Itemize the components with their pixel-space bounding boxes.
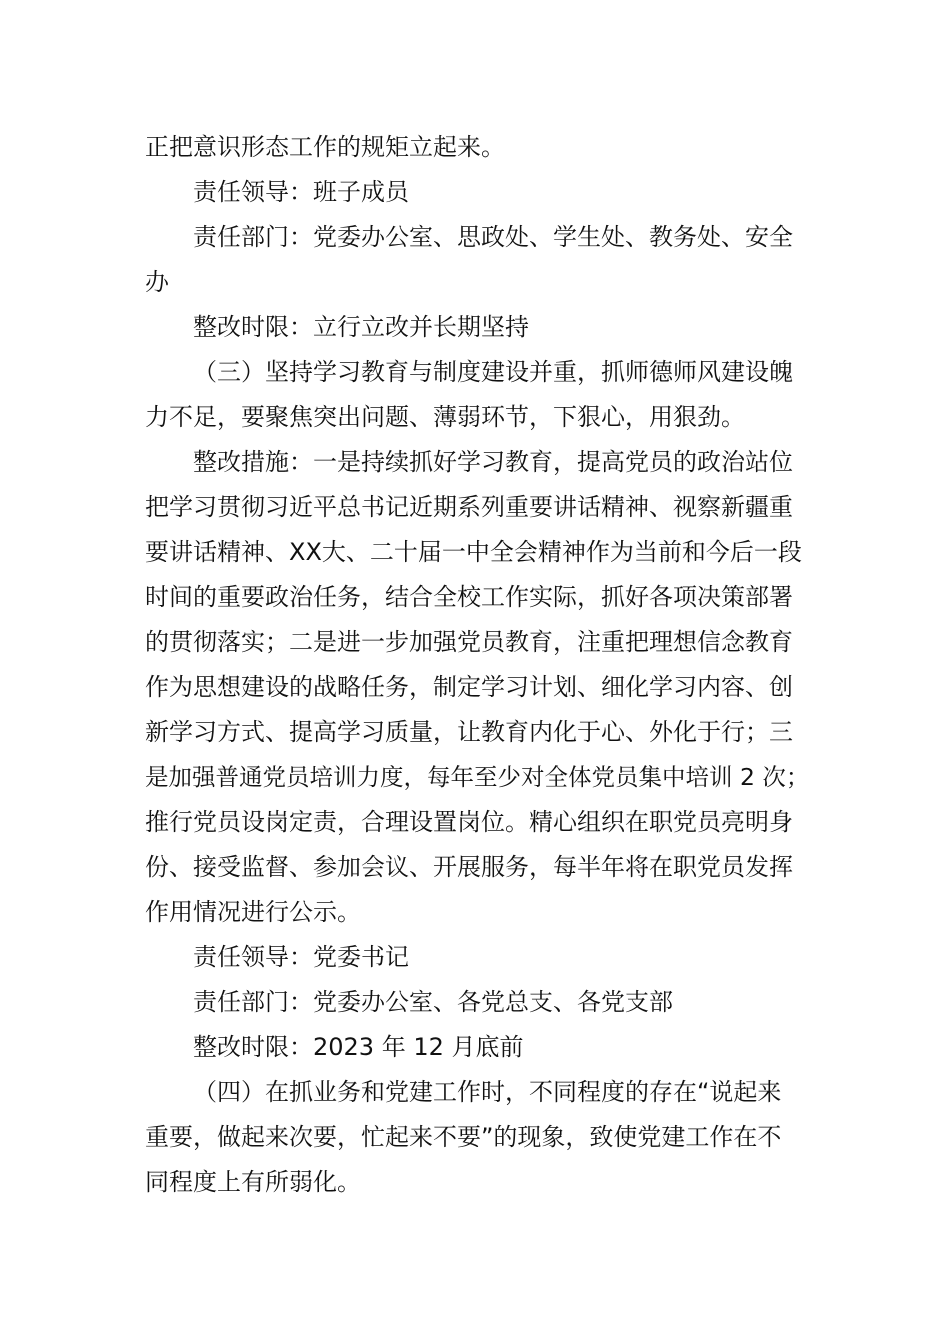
text-line: 正把意识形态工作的规矩立起来。 — [145, 133, 505, 161]
measures-line: 是加强普通党员培训力度，每年至少对全体党员集中培训 2 次； — [145, 763, 810, 791]
responsible-department-line: 责任部门：党委办公室、各党总支、各党支部 — [193, 988, 673, 1016]
measures-line: 的贯彻落实；二是进一步加强党员教育，注重把理想信念教育 — [145, 628, 793, 656]
measures-line: 时间的重要政治任务，结合全校工作实际，抓好各项决策部署 — [145, 583, 793, 611]
responsible-leader-line: 责任领导：党委书记 — [193, 943, 409, 971]
measures-line: 新学习方式、提高学习质量，让教育内化于心、外化于行；三 — [145, 718, 793, 746]
deadline-line: 整改时限：2023 年 12 月底前 — [193, 1033, 524, 1061]
measures-line: 作为思想建设的战略任务，制定学习计划、细化学习内容、创 — [145, 673, 793, 701]
measures-line: 份、接受监督、参加会议、开展服务，每半年将在职党员发挥 — [145, 853, 793, 881]
section-heading-line: 力不足，要聚焦突出问题、薄弱环节，下狠心，用狠劲。 — [145, 403, 745, 431]
section-heading-line: （四）在抓业务和党建工作时，不同程度的存在“说起来 — [193, 1078, 782, 1106]
responsible-department-line: 责任部门：党委办公室、思政处、学生处、教务处、安全 — [193, 223, 793, 251]
measures-line: 作用情况进行公示。 — [145, 898, 361, 926]
section-heading-line: （三）坚持学习教育与制度建设并重，抓师德师风建设魄 — [193, 358, 793, 386]
measures-line: 推行党员设岗定责，合理设置岗位。精心组织在职党员亮明身 — [145, 808, 793, 836]
text-line: 办 — [145, 268, 169, 296]
section-heading-line: 同程度上有所弱化。 — [145, 1168, 361, 1196]
measures-line: 把学习贯彻习近平总书记近期系列重要讲话精神、视察新疆重 — [145, 493, 793, 521]
responsible-leader-line: 责任领导：班子成员 — [193, 178, 409, 206]
deadline-line: 整改时限：立行立改并长期坚持 — [193, 313, 529, 341]
document-page — [145, 125, 810, 1205]
measures-line: 整改措施：一是持续抓好学习教育，提高党员的政治站位 — [193, 448, 793, 476]
section-heading-line: 重要，做起来次要，忙起来不要”的现象，致使党建工作在不 — [145, 1123, 782, 1151]
measures-line: 要讲话精神、XX大、二十届一中全会精神作为当前和今后一段 — [145, 538, 802, 566]
